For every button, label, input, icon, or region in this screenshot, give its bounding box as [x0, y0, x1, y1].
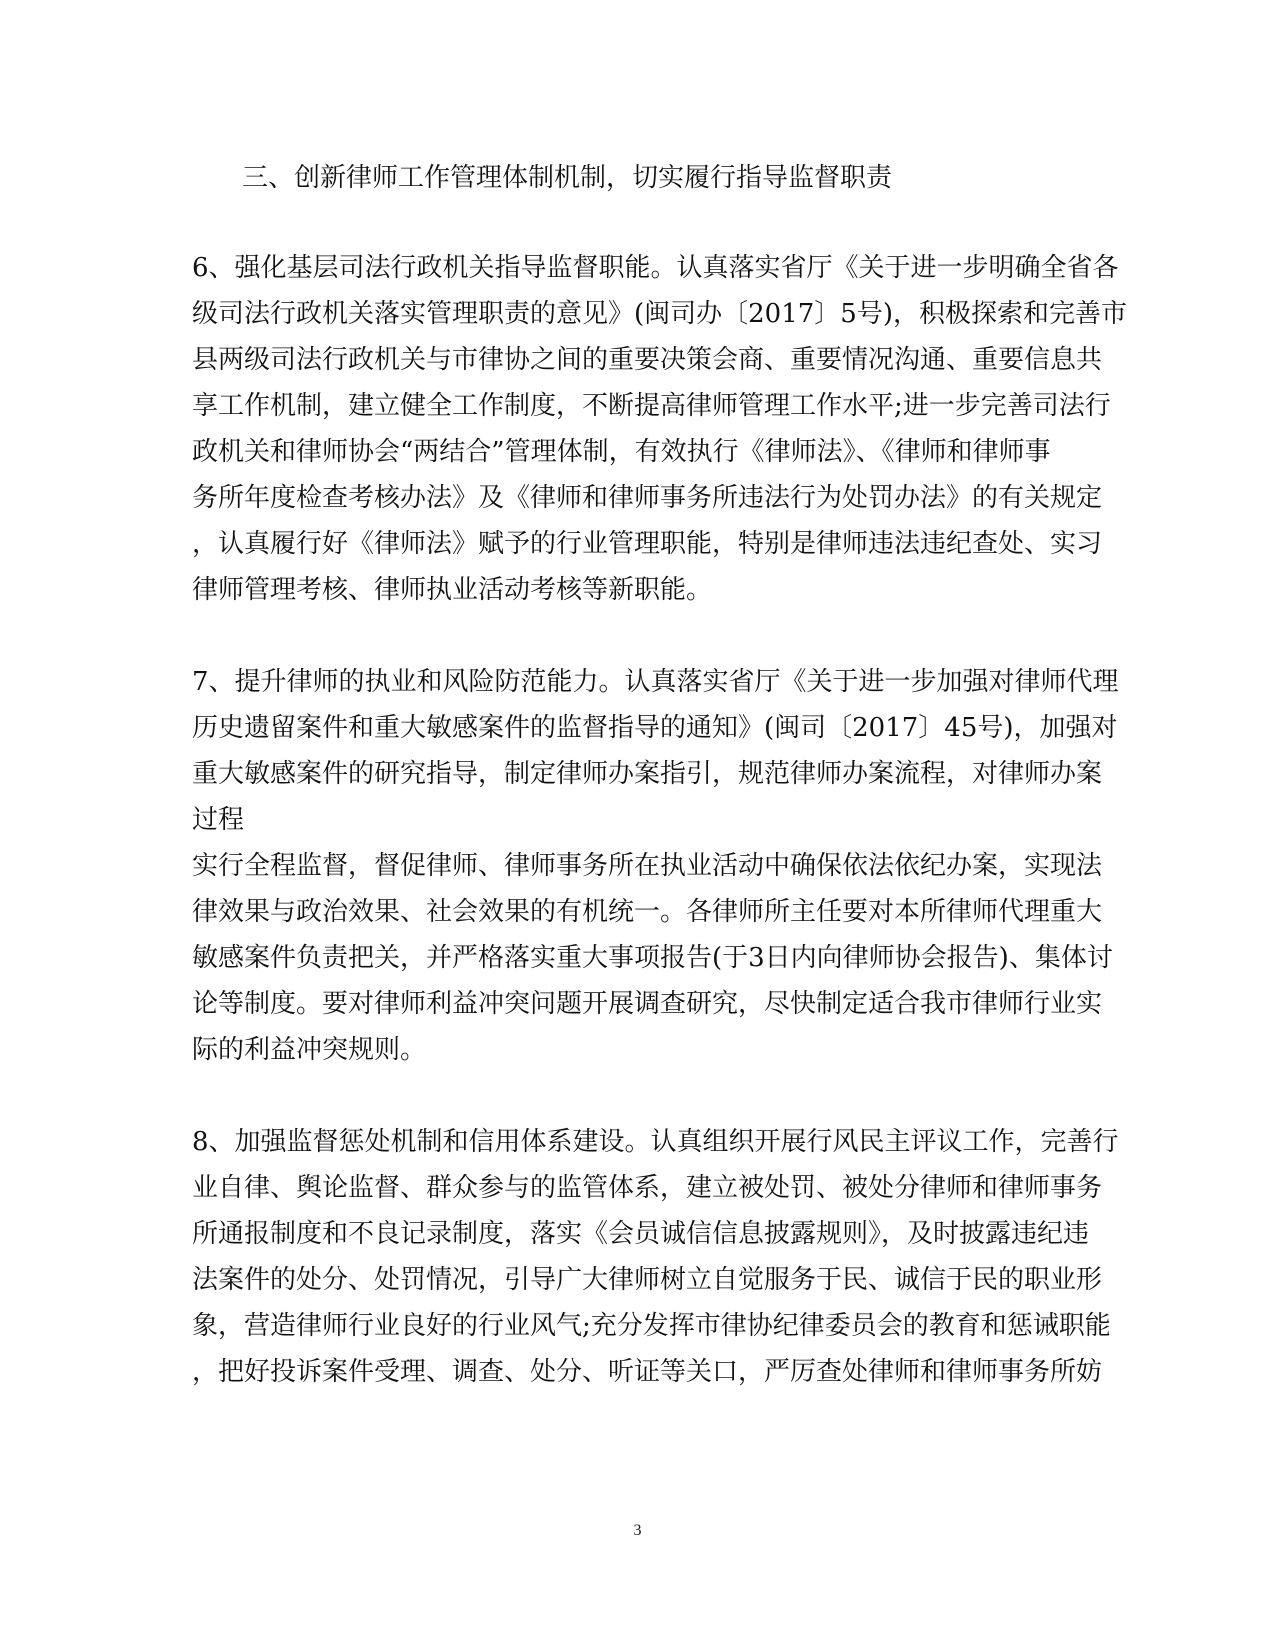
paragraph-line: 际的利益冲突规则。 [192, 1035, 427, 1065]
paragraph-line: 享工作机制，建立健全工作制度，不断提高律师管理工作水平;进一步完善司法行 [192, 391, 1111, 421]
page-number: 3 [633, 1522, 642, 1539]
paragraph-line: 论等制度。要对律师利益冲突问题开展调查研究，尽快制定适合我市律师行业实 [192, 989, 1103, 1019]
paragraph-line: 县两级司法行政机关与市律协之间的重要决策会商、重要情况沟通、重要信息共 [192, 345, 1103, 375]
paragraph-line: 8、加强监督惩处机制和信用体系建设。认真组织开展行风民主评议工作，完善行 [192, 1127, 1119, 1157]
paragraph-line: 过程 [192, 805, 245, 835]
paragraph-line: 历史遗留案件和重大敏感案件的监督指导的通知》(闽司〔2017〕45号)，加强对 [192, 713, 1118, 743]
paragraph-line: ，认真履行好《律师法》赋予的行业管理职能，特别是律师违法违纪查处、实习 [192, 529, 1103, 559]
paragraph-line: 敏感案件负责把关，并严格落实重大事项报告(于3日内向律师协会报告)、集体讨 [192, 943, 1113, 973]
paragraph-line: 政机关和律师协会“两结合”管理体制，有效执行《律师法》、《律师和律师事 [192, 437, 1051, 467]
paragraph-line: 7、提升律师的执业和风险防范能力。认真落实省厅《关于进一步加强对律师代理 [192, 667, 1119, 697]
paragraph-line: 级司法行政机关落实管理职责的意见》(闽司办〔2017〕5号)，积极探索和完善市 [192, 299, 1127, 329]
paragraph-line: 律师管理考核、律师执业活动考核等新职能。 [192, 575, 713, 605]
paragraph-line: 所通报制度和不良记录制度，落实《会员诚信信息披露规则》，及时披露违纪违 [192, 1219, 1090, 1249]
section-heading: 三、创新律师工作管理体制机制，切实履行指导监督职责 [242, 163, 893, 193]
paragraph-line: 6、强化基层司法行政机关指导监督职能。认真落实省厅《关于进一步明确全省各 [192, 253, 1119, 283]
paragraph-line: 象，营造律师行业良好的行业风气;充分发挥市律协纪律委员会的教育和惩诫职能 [192, 1311, 1111, 1341]
paragraph-line: 法案件的处分、处罚情况，引导广大律师树立自觉服务于民、诚信于民的职业形 [192, 1265, 1103, 1295]
paragraph-line: 重大敏感案件的研究指导，制定律师办案指引，规范律师办案流程，对律师办案 [192, 759, 1103, 789]
paragraph-line: 业自律、舆论监督、群众参与的监管体系，建立被处罚、被处分律师和律师事务 [192, 1173, 1103, 1203]
paragraph-line: ，把好投诉案件受理、调查、处分、听证等关口，严厉查处律师和律师事务所妨 [192, 1357, 1103, 1387]
paragraph-line: 务所年度检查考核办法》及《律师和律师事务所违法行为处罚办法》的有关规定 [192, 483, 1103, 513]
paragraph-line: 律效果与政治效果、社会效果的有机统一。各律师所主任要对本所律师代理重大 [192, 897, 1103, 927]
paragraph-line: 实行全程监督，督促律师、律师事务所在执业活动中确保依法依纪办案，实现法 [192, 851, 1103, 881]
